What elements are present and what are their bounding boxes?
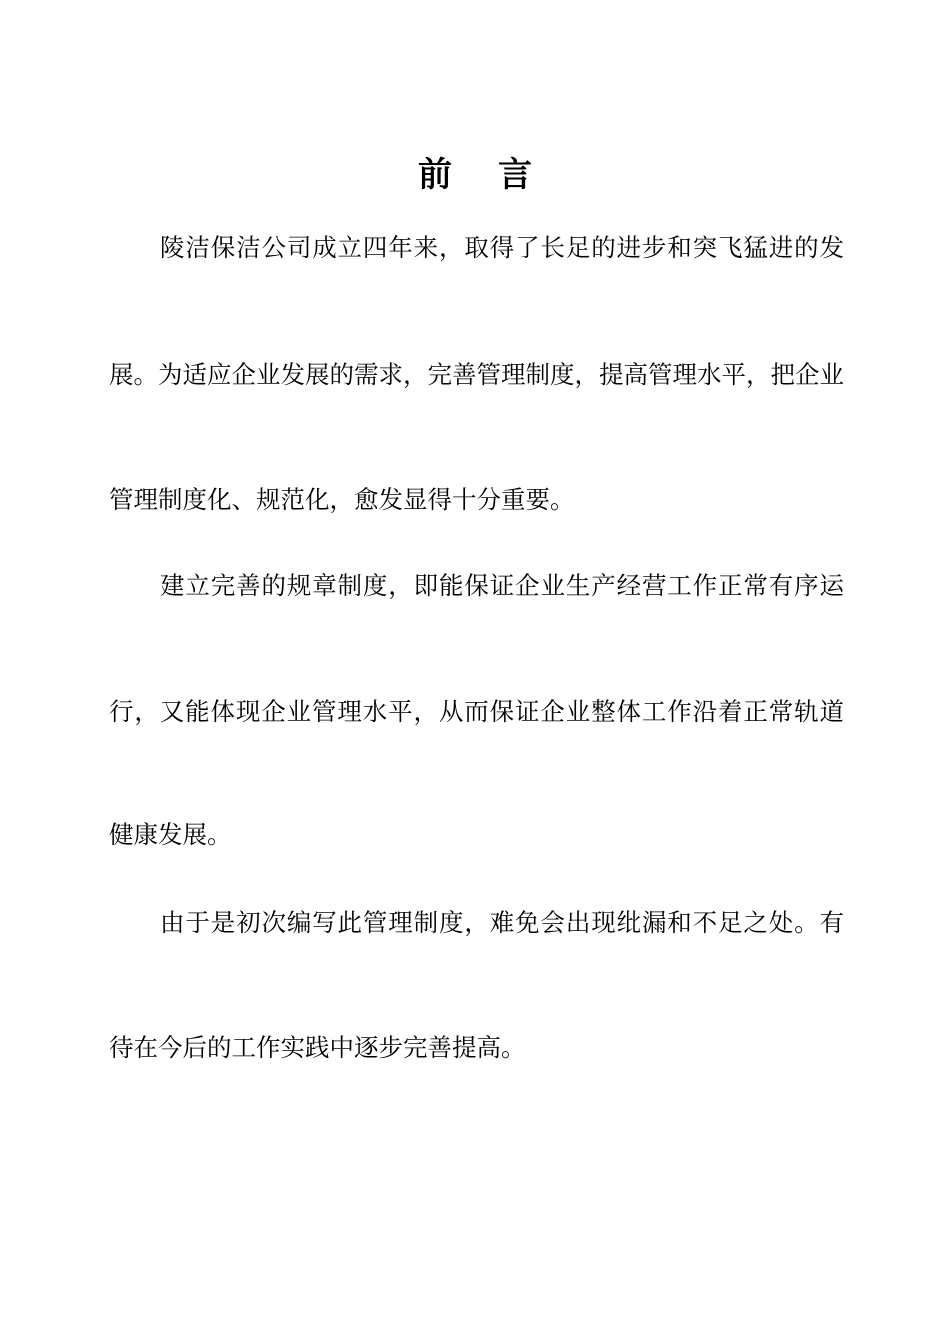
- paragraph-2-line-2: 行，又能体现企业管理水平，从而保证企业整体工作沿着正常轨道: [109, 697, 844, 726]
- paragraph-1-line-2: 展。为适应企业发展的需求，完善管理制度，提高管理水平，把企业: [109, 360, 844, 389]
- paragraph-3-line-2: 待在今后的工作实践中逐步完善提高。: [109, 1033, 526, 1062]
- paragraph-1-line-3: 管理制度化、规范化，愈发显得十分重要。: [109, 485, 575, 514]
- paragraph-2-line-3: 健康发展。: [109, 820, 232, 849]
- paragraph-1-line-1: 陵洁保洁公司成立四年来，取得了长足的进步和突飞猛进的发: [160, 233, 844, 262]
- paragraph-3-line-1: 由于是初次编写此管理制度，难免会出现纰漏和不足之处。有: [160, 908, 844, 937]
- page-title: 前言: [418, 155, 578, 195]
- paragraph-2-line-1: 建立完善的规章制度，即能保证企业生产经营工作正常有序运: [160, 571, 844, 600]
